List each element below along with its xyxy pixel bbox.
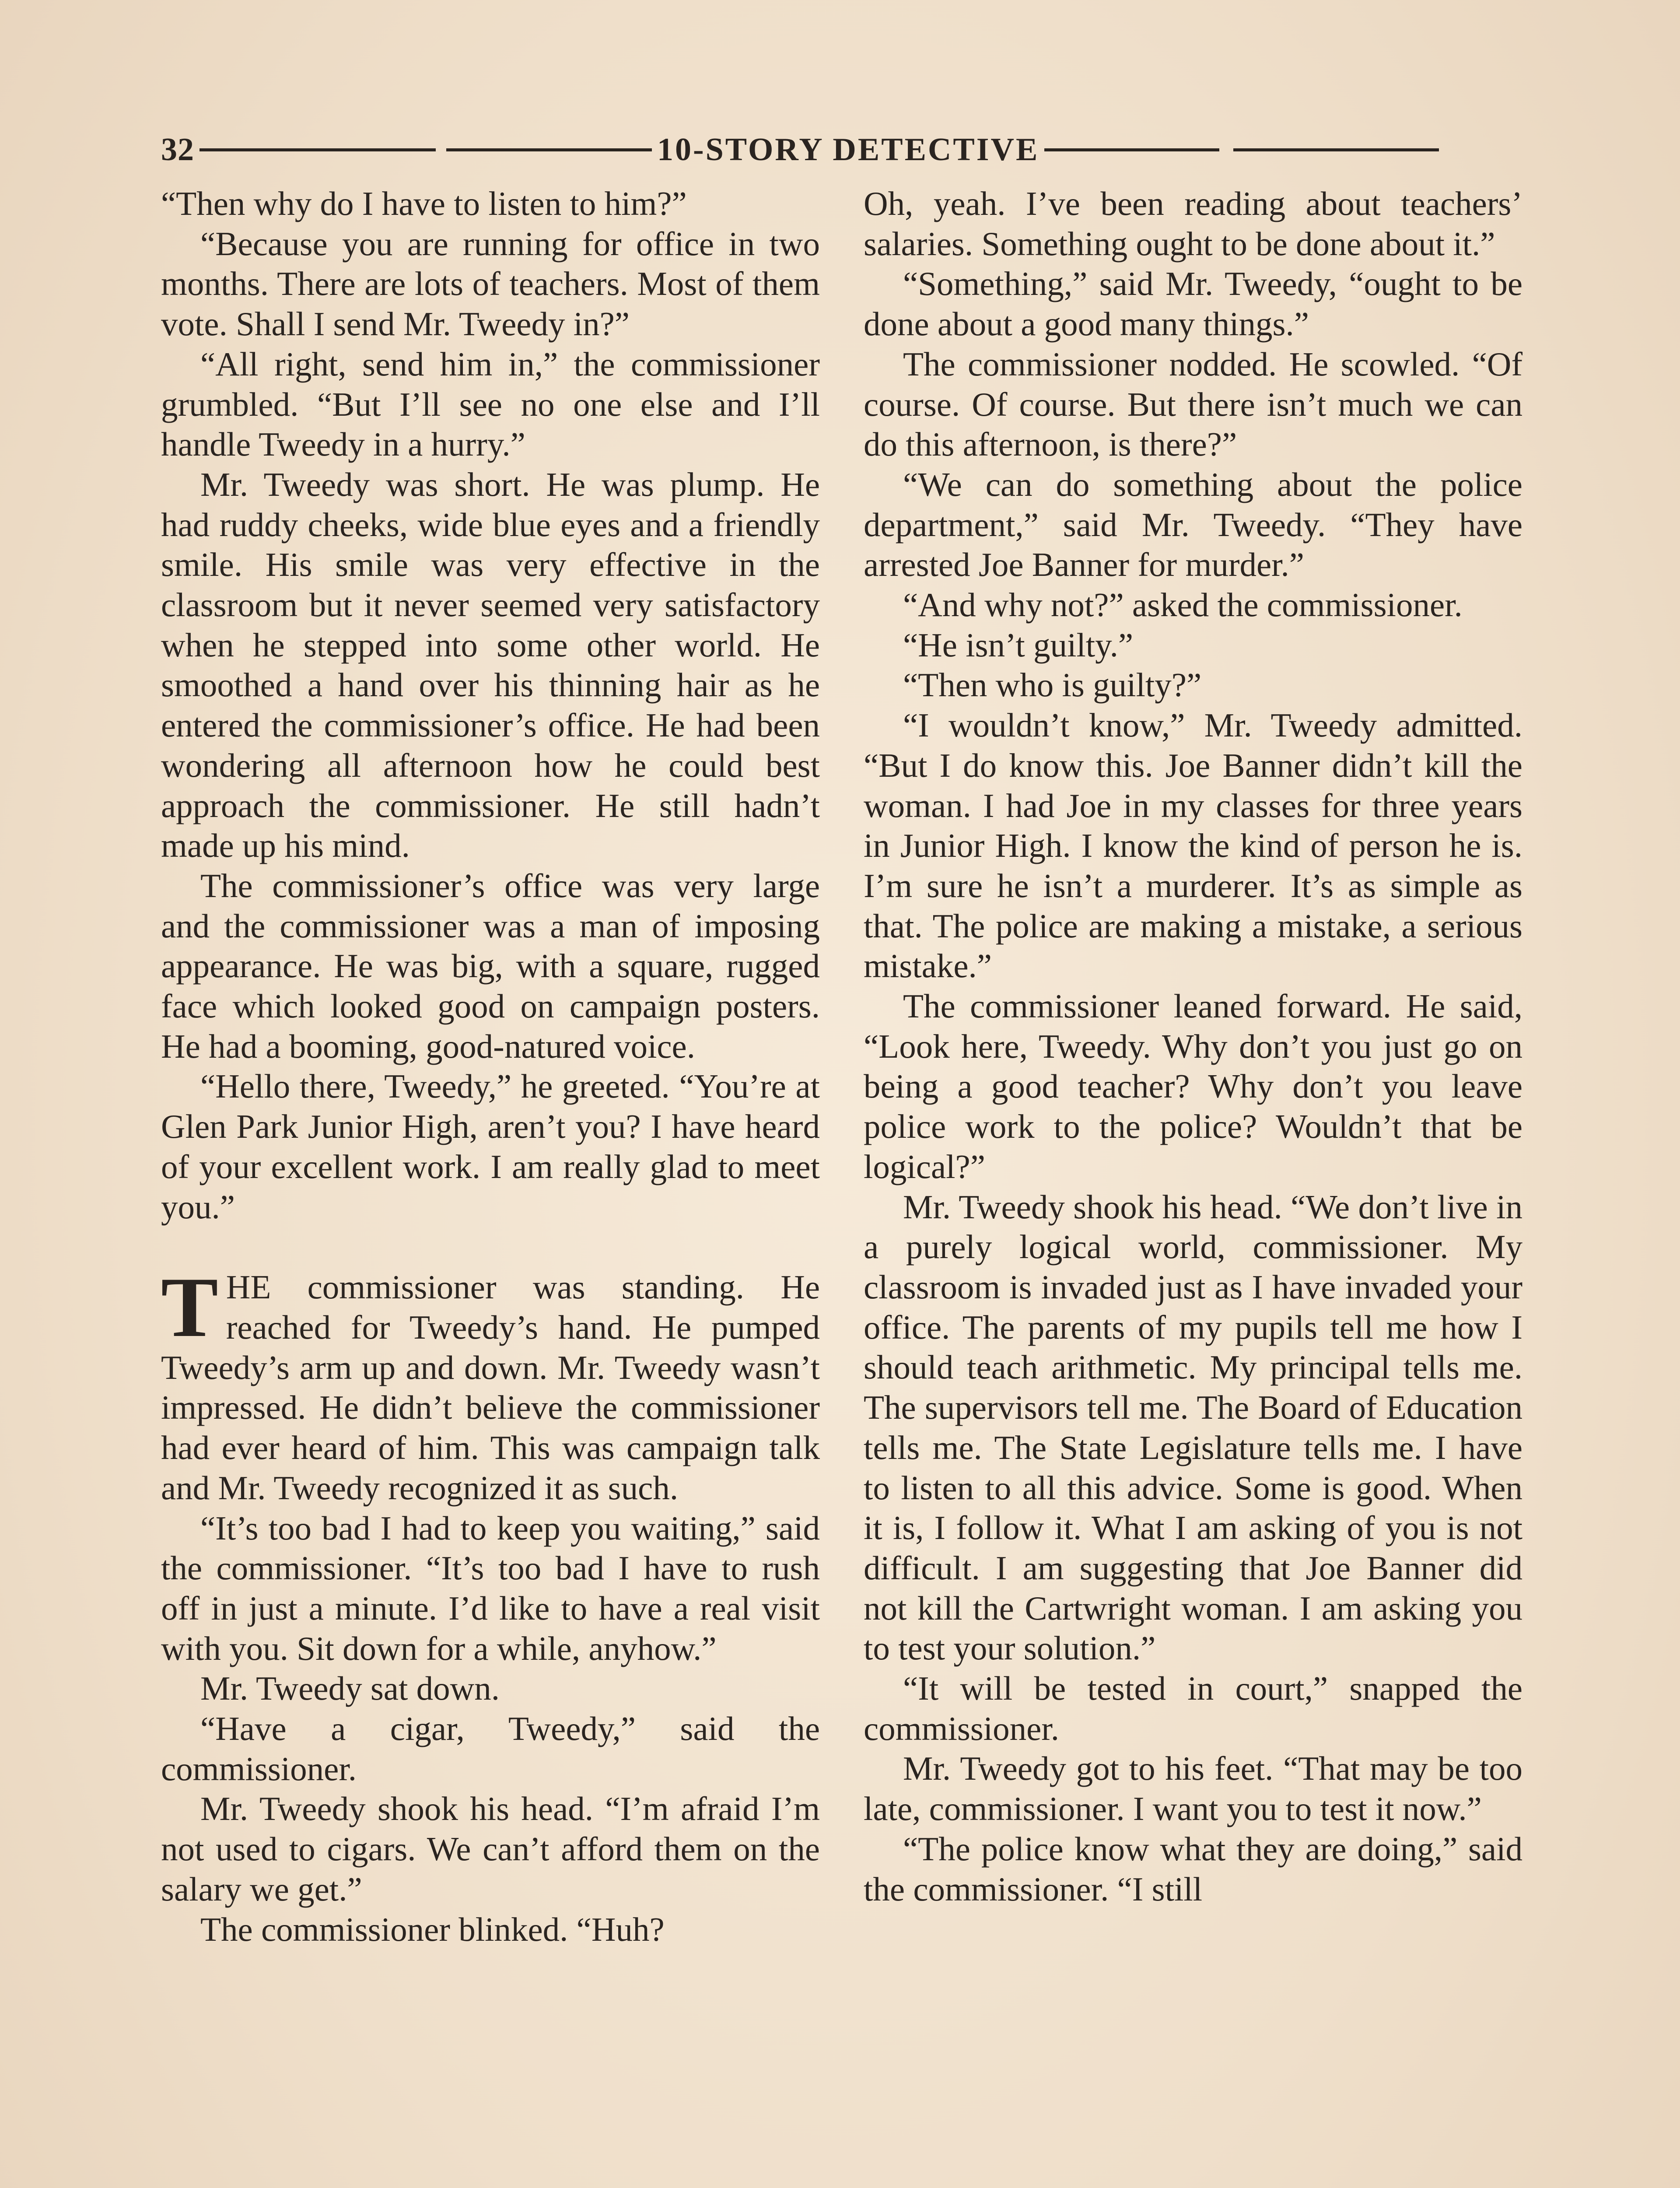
paragraph: The commissioner blinked. “Huh?: [200, 1910, 665, 1948]
paragraph: “Hello there, Tweedy,” he greeted. “You’re at Glen Park Junior High, aren’t you? I have heard of your excellent work. I am really glad to meet you.”: [161, 1067, 820, 1226]
header-rule: [1233, 148, 1439, 151]
paragraph: “We can do something about the police department,” said Mr. Tweedy. “They have arrested Joe Banner for murder.”: [864, 465, 1522, 584]
paragraph: “Then why do I have to listen to him?”: [161, 185, 687, 222]
header-rule: [200, 148, 436, 151]
paragraph: Mr. Tweedy sat down.: [200, 1669, 500, 1708]
left-column: [161, 184, 820, 2188]
paragraph: “Then who is guilty?”: [903, 666, 1202, 704]
paragraph: “Because you are running for office in two months. There are lots of teachers. Most of them vote. Shall I send Mr. Tweedy in?”: [161, 224, 820, 343]
section-break: [161, 1227, 820, 1267]
header-rule: [446, 148, 652, 151]
paragraph: The commissioner leaned forward. He said, “Look here, Tweedy. Why don’t you just go on being a good teacher? Why don’t you leave police work to the police? Wouldn’t that be logical?”: [864, 987, 1522, 1185]
paragraph: “Have a cigar, Tweedy,” said the commissioner.: [161, 1710, 820, 1788]
paragraph: “Something,” said Mr. Tweedy, “ought to be done about a good many things.”: [864, 265, 1522, 343]
paragraph: Mr. Tweedy shook his head. “We don’t live in a purely logical world, commissioner. My classroom is invaded just as I have invaded your office. The parents of my pupils tell me how I should teach arithmetic. My principal tells me. The supervisors tell me. The Board of Education tells me. The State Legislature tells me. I have to listen to all this advice. Some is good. When it is, I follow it. What I am asking of you is not difficult. I am suggesting that Joe Banner did not kill the Cartwright woman. I am asking you to test your solution.”: [864, 1188, 1522, 1667]
paragraph: The commissioner’s office was very large and the commissioner was a man of imposing appearance. He was big, with a square, rugged face which looked good on campaign posters. He had a booming, good-natured voice.: [161, 866, 820, 1065]
paragraph: Mr. Tweedy got to his feet. “That may be too late, commissioner. I want you to test it now.”: [864, 1750, 1522, 1828]
paragraph: “It’s too bad I had to keep you waiting,” said the commissioner. “It’s too bad I have to rush off in just a minute. I’d like to have a real visit with you. Sit down for a while, anyhow.”: [161, 1509, 820, 1667]
paragraph: “He isn’t guilty.”: [903, 626, 1134, 664]
paragraph: Oh, yeah. I’ve been reading about teachers’ salaries. Something ought to be done about it.”: [864, 185, 1522, 263]
dropcap-letter: T: [161, 1260, 218, 1355]
paragraph: “And why not?” asked the commissioner.: [903, 586, 1463, 624]
paragraph: “It will be tested in court,” snapped the commissioner.: [864, 1669, 1522, 1747]
paragraph: “The police know what they are doing,” said the commissioner. “I still: [864, 1830, 1522, 1908]
paragraph: Mr. Tweedy shook his head. “I’m afraid I’m not used to cigars. We can’t afford them on the salary we get.”: [161, 1790, 820, 1908]
paragraph: “I wouldn’t know,” Mr. Tweedy admitted. “But I do know this. Joe Banner didn’t kill the woman. I had Joe in my classes for three years in Junior High. I know the kind of person he is. I’m sure he isn’t a murderer. It’s as simple as that. The police are making a mistake, a serious mistake.”: [864, 706, 1522, 985]
right-column: [864, 184, 1522, 2188]
header-rule: [1044, 148, 1219, 151]
page-number: 32: [161, 131, 194, 168]
dropcap-paragraph-text: HE commissioner was standing. He reached for Tweedy’s hand. He pumped Tweedy’s arm up and down. Mr. Tweedy wasn’t impressed. He didn’t believe the commissioner had ever heard of him. This was campaign talk and Mr. Tweedy recognized it as such.: [161, 1268, 820, 1507]
paragraph: The commissioner nodded. He scowled. “Of course. Of course. But there isn’t much we can do this afternoon, is there?”: [864, 345, 1522, 463]
running-title: 10-STORY DETECTIVE: [657, 131, 1040, 168]
paragraph: Mr. Tweedy was short. He was plump. He had ruddy cheeks, wide blue eyes and a friendly smile. His smile was very effective in the classroom but it never seemed very satisfactory when he stepped into some other world. He smoothed a hand over his thinning hair as he entered the commissioner’s office. He had been wondering all afternoon how he could best approach the commissioner. He still hadn’t made up his mind.: [161, 465, 820, 865]
page-header: [161, 130, 1519, 170]
paragraph: “All right, send him in,” the commissioner grumbled. “But I’ll see no one else and I’ll handle Tweedy in a hurry.”: [161, 345, 820, 463]
dropcap-paragraph: [161, 1260, 820, 1508]
